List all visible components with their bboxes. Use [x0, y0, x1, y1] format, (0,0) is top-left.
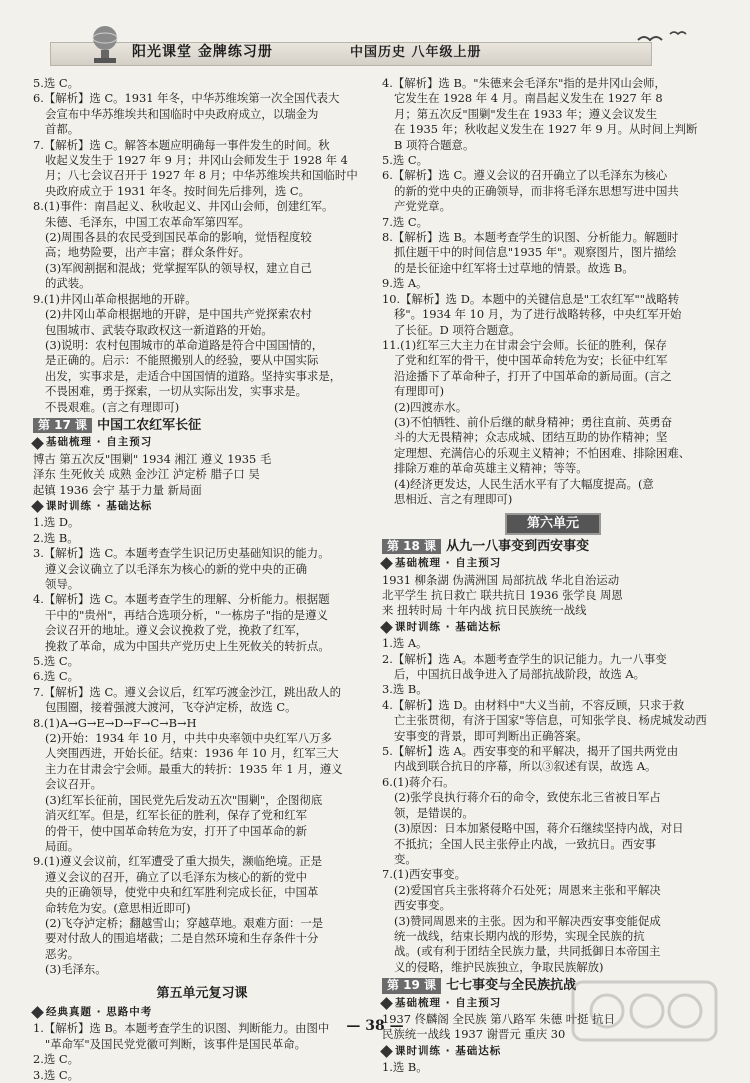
text-line: 的骨干，使中国革命转危为安，打开了中国革命的新	[45, 823, 307, 838]
diamond-icon	[380, 558, 393, 571]
page-number: — 38 —	[346, 1018, 404, 1034]
text-line: (2)周围各县的农民受到国民革命的影响，觉悟程度较	[45, 230, 312, 245]
section-label: 课时训练 · 基础达标	[33, 499, 371, 514]
text-line: (4)经济更发达，人民生活水平有了大幅度提高。(意	[394, 476, 654, 491]
text-line: 起镇 1936 会宁 基于力量 新局面	[33, 482, 202, 497]
text-line: 命转危为安。(意思相近即可)	[45, 900, 191, 915]
text-line: 主力在甘肃会宁会师。最重大的转折：1935 年 1 月，遵义	[45, 761, 343, 776]
text-line: 战。(或有利于团结全民族力量，共同抵御日本帝国主	[394, 944, 661, 959]
text-line: (2)爱国官兵主张将蒋介石处死；周恩来主张和平解决	[394, 882, 661, 897]
diamond-icon	[380, 621, 393, 634]
text-line: 有理即可)	[394, 384, 445, 399]
text-line: 8.(1)事件：南昌起义、秋收起义、井冈山会师，创建红军。	[33, 199, 334, 214]
text-line: 4.【解析】选 C。本题考查学生的理解、分析能力。根据题	[33, 592, 330, 607]
text-line: 5.【解析】选 A。西安事变的和平解决，揭开了国共两党由	[382, 744, 679, 759]
text-line: 7.【解析】选 C。解答本题应明确每一事件发生的时间。秋	[33, 137, 330, 152]
text-line: 它发生在 1928 年 4 月。南昌起义发生在 1927 年 8	[394, 91, 663, 106]
text-line: (2)井冈山革命根据地的开辟，是中国共产党探索农村	[45, 307, 312, 322]
unit-title-banner: 第六单元	[505, 513, 601, 534]
right-column	[382, 76, 724, 1076]
text-line: 6.(1)蒋介石。	[382, 774, 455, 789]
text-line: 要对付敌人的围追堵截；二是自然环境和生存条件十分	[45, 931, 319, 946]
text-line: 泽东 生死攸关 成熟 金沙江 泸定桥 腊子口 吴	[33, 467, 260, 482]
text-line: 领，是错误的。	[394, 805, 474, 820]
lesson-title: 七七事变与全民族抗战	[446, 978, 577, 994]
text-line: 6.【解析】选 C。遵义会议的召开确立了以毛泽东为核心	[382, 168, 668, 183]
text-line: 的是长征途中红军将士过草地的情景。故选 B。	[394, 260, 634, 275]
text-line: 4.【解析】选 B。"朱德来会毛泽东"指的是井冈山会师，	[382, 76, 666, 90]
text-line: 收起义发生于 1927 年 9 月；井冈山会师发生于 1928 年 4	[45, 153, 348, 168]
text-line: 6.选 C。	[33, 669, 79, 684]
diamond-icon	[31, 437, 44, 450]
lesson-title: 中国工农红军长征	[97, 417, 202, 433]
text-line: 内战到联合抗日的序幕，所以③叙述有误，故选 A。	[394, 759, 657, 774]
text-line: 6.【解析】选 C。1931 年冬，中华苏维埃第一次全国代表大	[33, 91, 340, 106]
text-line: 7.(1)西安事变。	[382, 867, 466, 882]
text-line: 思相近、言之有理即可)	[394, 491, 513, 506]
text-line: 包围城市、武装夺取政权这一新道路的开始。	[45, 322, 273, 337]
text-line: 的新的党中央的正确领导，而非将毛泽东思想写进中国共	[394, 183, 679, 198]
text-line: 干中的"贵州"，再结合选项分析，"一栋房子"指的是遵义	[45, 607, 328, 622]
text-line: 了长征。D 项符合题意。	[394, 322, 521, 337]
text-line: 央的正确领导，使党中央和红军胜利完成长征，中国革	[45, 885, 319, 900]
text-line: (3)赞同周恩来的主张。因为和平解决西安事变能促成	[394, 913, 661, 928]
text-line: 消灭红军。但是，红军长征的胜利，保存了党和红军	[45, 808, 307, 823]
watermark-logo-icon	[567, 976, 722, 1046]
text-line: 3.选 B。	[382, 682, 428, 697]
text-line: 月；第五次反"围剿"发生在 1933 年；遵义会议发生	[394, 106, 658, 121]
section-label: 经典真题 · 思路中考	[33, 1005, 371, 1020]
lesson-number: 第 19 课	[382, 978, 441, 993]
text-line: 朱德、毛泽东，中国工农革命军第四军。	[45, 214, 251, 229]
text-line: 的武装。	[45, 276, 91, 291]
text-line: 9.(1)井冈山革命根据地的开辟。	[33, 291, 197, 306]
text-line: 民族统一战线 1937 谢晋元 重庆 30	[382, 1027, 566, 1042]
text-line: 会宣布中华苏维埃共和国临时中央政府成立，以瑞金为	[45, 106, 319, 121]
diamond-icon	[380, 1045, 393, 1058]
section-label: 基础梳理 · 自主预习	[382, 556, 724, 571]
answers-block-a	[33, 76, 371, 415]
answers-block-a	[382, 76, 724, 507]
review-title: 第五单元复习课	[156, 985, 248, 1001]
text-line: 5.选 C。	[33, 76, 79, 90]
text-line: 亡主张贯彻，有济于国家"等信息，可知张学良、杨虎城发动西	[394, 713, 707, 728]
section-label: 课时训练 · 基础达标	[382, 1044, 724, 1059]
text-line: 1.【解析】选 B。本题考查学生的识图、判断能力。由图中	[33, 1021, 330, 1036]
text-line: 月；八七会议召开于 1927 年 8 月；中华苏维埃共和国临时中	[45, 168, 358, 183]
text-line: 抓住题干中的时间信息"1935 年"。观察图片，图片描绘	[394, 245, 677, 260]
text-line: 5.选 C。	[33, 654, 79, 669]
lesson-18-heading	[382, 539, 724, 554]
text-line: B 项符合题意。	[394, 137, 475, 152]
text-line: 安事变的背景，即可判断出正确答案。	[394, 728, 588, 743]
text-line: 人突围西进，开始长征。结束：1936 年 10 月，红军三大	[45, 746, 339, 761]
lesson-title: 从九一八事变到西安事变	[446, 538, 590, 554]
text-line: 1937 佟麟阁 全民族 第八路军 朱德 叶挺 抗日	[382, 1011, 615, 1026]
text-line: 遵义会议确立了以毛泽东为核心的新的党中央的正确	[45, 561, 307, 576]
header-brand: 阳光课堂 金牌练习册	[132, 44, 273, 60]
text-line: (2)飞夺泸定桥；翻越雪山；穿越草地。艰难方面：一是	[45, 915, 324, 930]
text-line: 3.选 C。	[33, 1067, 79, 1082]
text-line: 包围圈，接着强渡大渡河，飞夺泸定桥，故选 C。	[45, 700, 297, 715]
text-line: (2)开始：1934 年 10 月，中共中央率领中央红军八万多	[45, 731, 332, 746]
diamond-icon	[31, 500, 44, 513]
text-line: 2.选 B。	[33, 530, 79, 545]
section-label: 基础梳理 · 自主预习	[33, 435, 371, 450]
text-line: 8.(1)A→G→E→D→F→C→B→H	[33, 715, 197, 730]
text-line: 局面。	[45, 838, 80, 853]
text-line: 不畏困难，勇于探索，一切从实际出发，实事求是。	[45, 384, 307, 399]
text-line: 斗的大无畏精神；众志成城、团结互助的协作精神；坚	[394, 430, 668, 445]
text-line: (3)毛泽东。	[45, 962, 107, 977]
lesson-number: 第 17 课	[33, 418, 92, 433]
text-line: (3)红军长征前，国民党先后发动五次"围剿"，企图彻底	[45, 792, 323, 807]
text-line: (2)张学良执行蒋介石的命令，致使东北三省被日军占	[394, 790, 661, 805]
text-line: 变。	[394, 851, 417, 866]
text-line: 高；地势险要，出产丰富；群众条件好。	[45, 245, 251, 260]
text-line: (3)军阀割据和混战；党掌握军队的领导权，建立自己	[45, 260, 312, 275]
diamond-icon	[380, 997, 393, 1010]
text-line: 1.选 D。	[33, 515, 80, 530]
text-line: 7.选 C。	[382, 214, 428, 229]
text-line: 移"。1934 年 10 月，为了进行战略转移，中央红军开始	[394, 307, 682, 322]
section-label: 课时训练 · 基础达标	[382, 620, 724, 635]
text-line: 2.选 C。	[33, 1052, 79, 1067]
text-line: 定理想、充满信心的乐观主义精神；不怕困难、排除困难、	[394, 445, 691, 460]
text-line: 来 扭转时局 十年内战 抗日民族统一战线	[382, 603, 587, 618]
text-line: 出发，实事求是，走适合中国国情的道路。坚持实事求是，	[45, 368, 342, 383]
text-line: 北平学生 抗日救亡 联共抗日 1936 张学良 周恩	[382, 588, 623, 602]
text-line: 排除万难的革命英雄主义精神；等等。	[394, 461, 588, 476]
page-header	[40, 22, 710, 70]
globe-logo-icon	[80, 22, 130, 66]
text-line: (2)四渡赤水。	[394, 399, 468, 414]
lesson-17-heading	[33, 418, 371, 433]
lesson-number: 第 18 课	[382, 539, 441, 554]
text-line: 沿途播下了革命种子，打开了中国革命的新局面。(言之	[394, 368, 672, 383]
answers-block-c	[33, 515, 371, 977]
text-line: 1.选 B。	[382, 1060, 428, 1075]
text-line: 不抵抗；全国人民主张停止内战，一致抗日。西安事	[394, 836, 656, 851]
text-line: 博古 第五次反"围剿" 1934 湘江 遵义 1935 毛	[33, 451, 272, 466]
text-line: 是正确的。启示：不能照搬别人的经验，要从中国实际	[45, 353, 319, 368]
text-line: 后，中国抗日战争进入了局部抗战阶段，故选 A。	[394, 667, 646, 682]
text-line: 11.(1)红军三大主力在甘肃会宁会师。长征的胜利，保存	[382, 337, 667, 352]
text-line: 5.选 C。	[382, 153, 428, 168]
text-line: 2.【解析】选 A。本题考查学生的识记能力。九一八事变	[382, 651, 667, 666]
text-line: 1931 柳条湖 伪满洲国 局部抗战 华北自治运动	[382, 572, 620, 587]
birds-icon	[618, 26, 698, 56]
text-line: 7.【解析】选 C。遵义会议后，红军巧渡金沙江，跳出敌人的	[33, 684, 341, 699]
answers-block-c	[382, 636, 724, 975]
text-line: 10.【解析】选 D。本题中的关键信息是"工农红军""战略转	[382, 291, 680, 306]
text-line: 统一战线，结束长期内战的形势，实现全民族的抗	[394, 928, 645, 943]
text-line: 1.选 A。	[382, 636, 428, 651]
text-line: 领导。	[45, 577, 80, 591]
text-line: 8.【解析】选 B。本题考查学生的识图、分析能力。解题时	[382, 230, 679, 245]
text-line: (3)不怕牺牲、前仆后继的献身精神；勇往直前、英勇奋	[394, 414, 673, 429]
text-line: 会议召开。	[45, 777, 102, 792]
text-line: 不畏艰难。(言之有理即可)	[45, 399, 180, 414]
text-line: 央政府成立于 1931 年冬。按时间先后排列，选 C。	[45, 183, 310, 198]
text-line: 在 1935 年；秋收起义发生在 1927 年 9 月。从时间上判断	[394, 122, 698, 137]
left-column	[33, 76, 371, 1083]
header-subject: 中国历史 八年级上册	[350, 45, 482, 60]
text-line: 9.(1)遵义会议前，红军遭受了重大损失，濒临绝境。正是	[33, 854, 322, 869]
section-label: 基础梳理 · 自主预习	[382, 996, 724, 1011]
text-line: 挽救了革命，成为中国共产党历史上生死攸关的转折点。	[45, 638, 330, 653]
text-line: "革命军"及国民党党徽可判断，该事件是国民革命。	[45, 1036, 307, 1051]
text-line: 遵义会议的召开，确立了以毛泽东为核心的新的党中	[45, 869, 307, 884]
text-line: 9.选 A。	[382, 276, 428, 291]
text-line: 西安事变。	[394, 898, 451, 913]
text-line: (3)原因：日本加紧侵略中国，蒋介石继续坚持内战，对日	[394, 821, 684, 836]
text-line: 恶劣。	[45, 946, 80, 961]
text-line: (3)说明：农村包围城市的革命道路是符合中国国情的，	[45, 337, 324, 352]
text-line: 4.【解析】选 D。由材料中"大义当前，不容反顾，只求于救	[382, 697, 685, 712]
text-line: 3.【解析】选 C。本题考查学生识记历史基础知识的能力。	[33, 546, 330, 561]
text-line: 产党党章。	[394, 199, 451, 214]
text-line: 会议召开的地址。遵义会议挽救了党，挽救了红军，	[45, 623, 307, 638]
text-line: 义的侵略，维护民族独立，争取民族解放)	[394, 959, 604, 974]
text-line: 首都。	[45, 122, 80, 137]
text-line: 了党和红军的骨干，使中国革命转危为安；长征中红军	[394, 353, 668, 368]
